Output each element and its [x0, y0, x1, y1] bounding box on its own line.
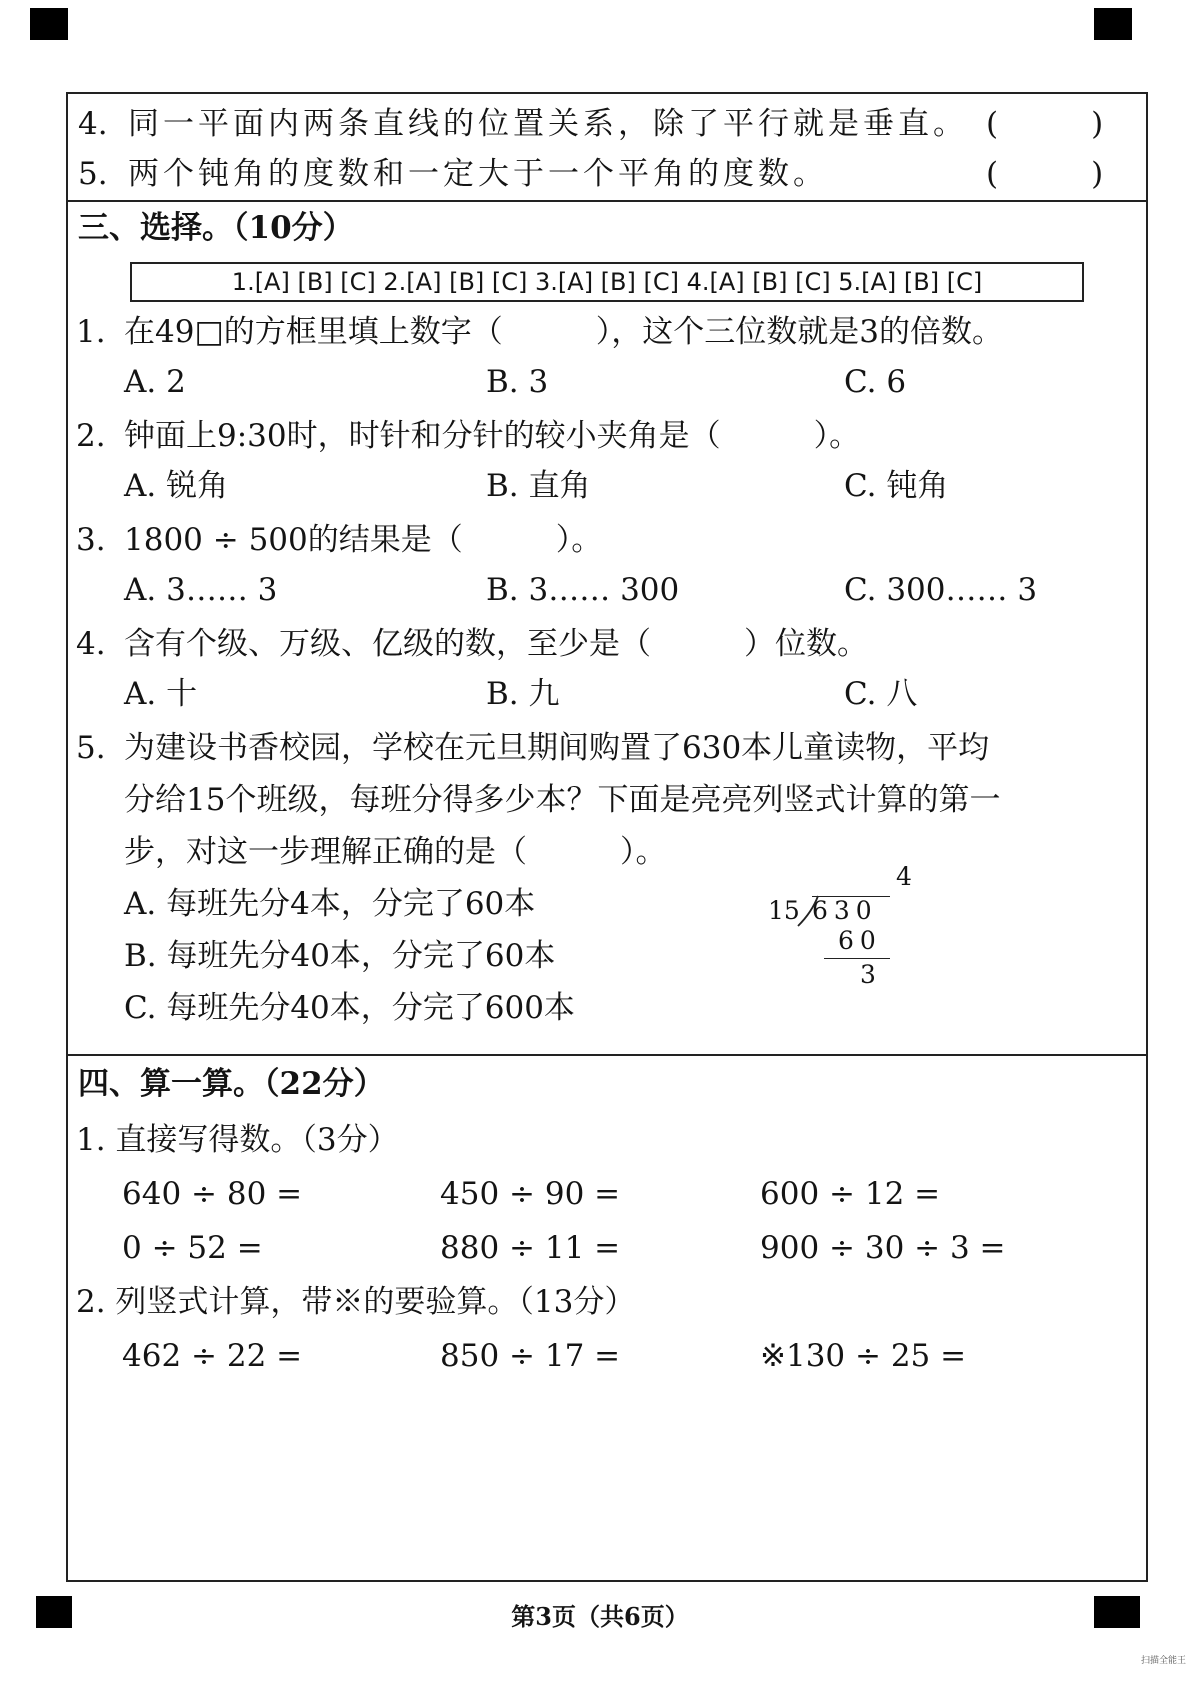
judge-q5-answer-paren[interactable]: ( )	[986, 156, 1104, 192]
calc-row2-item-3: 900 ÷ 30 ÷ 3 =	[760, 1230, 1006, 1266]
choice-q4-option-a[interactable]: A. 十	[124, 676, 198, 712]
long-division-divisor: 15	[768, 896, 800, 925]
calc-row1-item-1: 640 ÷ 80 =	[122, 1176, 303, 1212]
judge-q4-text: 同一平面内两条直线的位置关系，除了平行就是垂直。	[128, 106, 968, 142]
vertical-calc-item-3: ※130 ÷ 25 =	[760, 1338, 967, 1374]
judge-q4-number: 4.	[78, 106, 108, 142]
choice-q5-option-b[interactable]: B. 每班先分40本，分完了60本	[124, 938, 556, 974]
choice-q5-line-3: 步，对这一步理解正确的是（ ）。	[124, 834, 667, 870]
choice-q1-option-b[interactable]: B. 3	[486, 364, 549, 400]
exam-page-frame	[66, 92, 1148, 1582]
vertical-calc-item-2: 850 ÷ 17 =	[440, 1338, 621, 1374]
judge-q5-number: 5.	[78, 156, 108, 192]
calc-sub1-title: 1. 直接写得数。（3分）	[76, 1122, 399, 1158]
choice-q5-option-c[interactable]: C. 每班先分40本，分完了600本	[124, 990, 575, 1026]
calc-row1-item-2: 450 ÷ 90 =	[440, 1176, 621, 1212]
judge-q4-answer-paren[interactable]: ( )	[986, 106, 1104, 142]
calc-row1-item-3: 600 ÷ 12 =	[760, 1176, 941, 1212]
long-division-remainder: 3	[860, 960, 882, 989]
choice-q2-text: 钟面上9:30时，时针和分针的较小夹角是（ ）。	[124, 418, 861, 454]
registration-marker-top-left	[30, 8, 68, 40]
long-division-quotient: 4	[896, 862, 918, 891]
vertical-calc-item-1: 462 ÷ 22 =	[122, 1338, 303, 1374]
choice-q5-option-a[interactable]: A. 每班先分4本，分完了60本	[124, 886, 536, 922]
choice-q2-option-c[interactable]: C. 钝角	[844, 468, 949, 504]
judge-q5-text: 两个钝角的度数和一定大于一个平角的度数。	[128, 156, 828, 192]
choice-q2-option-b[interactable]: B. 直角	[486, 468, 591, 504]
registration-marker-top-right	[1094, 8, 1132, 40]
calc-row2-item-2: 880 ÷ 11 =	[440, 1230, 621, 1266]
long-division-product: 60	[838, 926, 882, 955]
choice-q4-number: 4.	[76, 626, 106, 662]
choice-q1-option-c[interactable]: C. 6	[844, 364, 907, 400]
calc-sub2-title: 2. 列竖式计算，带※的要验算。（13分）	[76, 1284, 636, 1320]
choice-q2-option-a[interactable]: A. 锐角	[124, 468, 229, 504]
page-number-footer: 第3页（共6页）	[511, 1602, 689, 1631]
choice-q1-number: 1.	[76, 314, 106, 350]
section3-title: 三、选择。（10分）	[78, 210, 354, 246]
choice-q1-text: 在49□的方框里填上数字（ ），这个三位数就是3的倍数。	[124, 314, 1003, 350]
choice-q5-line-1: 为建设书香校园，学校在元旦期间购置了630本儿童读物，平均	[124, 730, 990, 766]
section-divider	[68, 1054, 1146, 1056]
long-division-subtract-line	[824, 958, 890, 959]
choice-q2-number: 2.	[76, 418, 106, 454]
choice-q3-text: 1800 ÷ 500的结果是（ ）。	[124, 522, 603, 558]
choice-q1-option-a[interactable]: A. 2	[124, 364, 186, 400]
answer-sheet-bubbles[interactable]: 1.[A] [B] [C] 2.[A] [B] [C] 3.[A] [B] [C] 4.[A] [B] [C] 5.[A] [B] [C]	[130, 262, 1084, 302]
choice-q4-option-c[interactable]: C. 八	[844, 676, 918, 712]
choice-q3-option-a[interactable]: A. 3…… 3	[124, 572, 278, 608]
scanner-watermark: 扫描全能王	[1140, 1656, 1186, 1666]
long-division-dividend: 630	[812, 896, 878, 925]
choice-q5-line-2: 分给15个班级，每班分得多少本？下面是亮亮列竖式计算的第一	[124, 782, 1001, 818]
choice-q4-option-b[interactable]: B. 九	[486, 676, 560, 712]
choice-q3-option-b[interactable]: B. 3…… 300	[486, 572, 680, 608]
calc-row2-item-1: 0 ÷ 52 =	[122, 1230, 263, 1266]
choice-q3-number: 3.	[76, 522, 106, 558]
section4-title: 四、算一算。（22分）	[78, 1066, 385, 1102]
choice-q4-text: 含有个级、万级、亿级的数，至少是（ ）位数。	[124, 626, 868, 662]
choice-q5-number: 5.	[76, 730, 106, 766]
choice-q3-option-c[interactable]: C. 300…… 3	[844, 572, 1038, 608]
section-divider	[68, 200, 1146, 202]
